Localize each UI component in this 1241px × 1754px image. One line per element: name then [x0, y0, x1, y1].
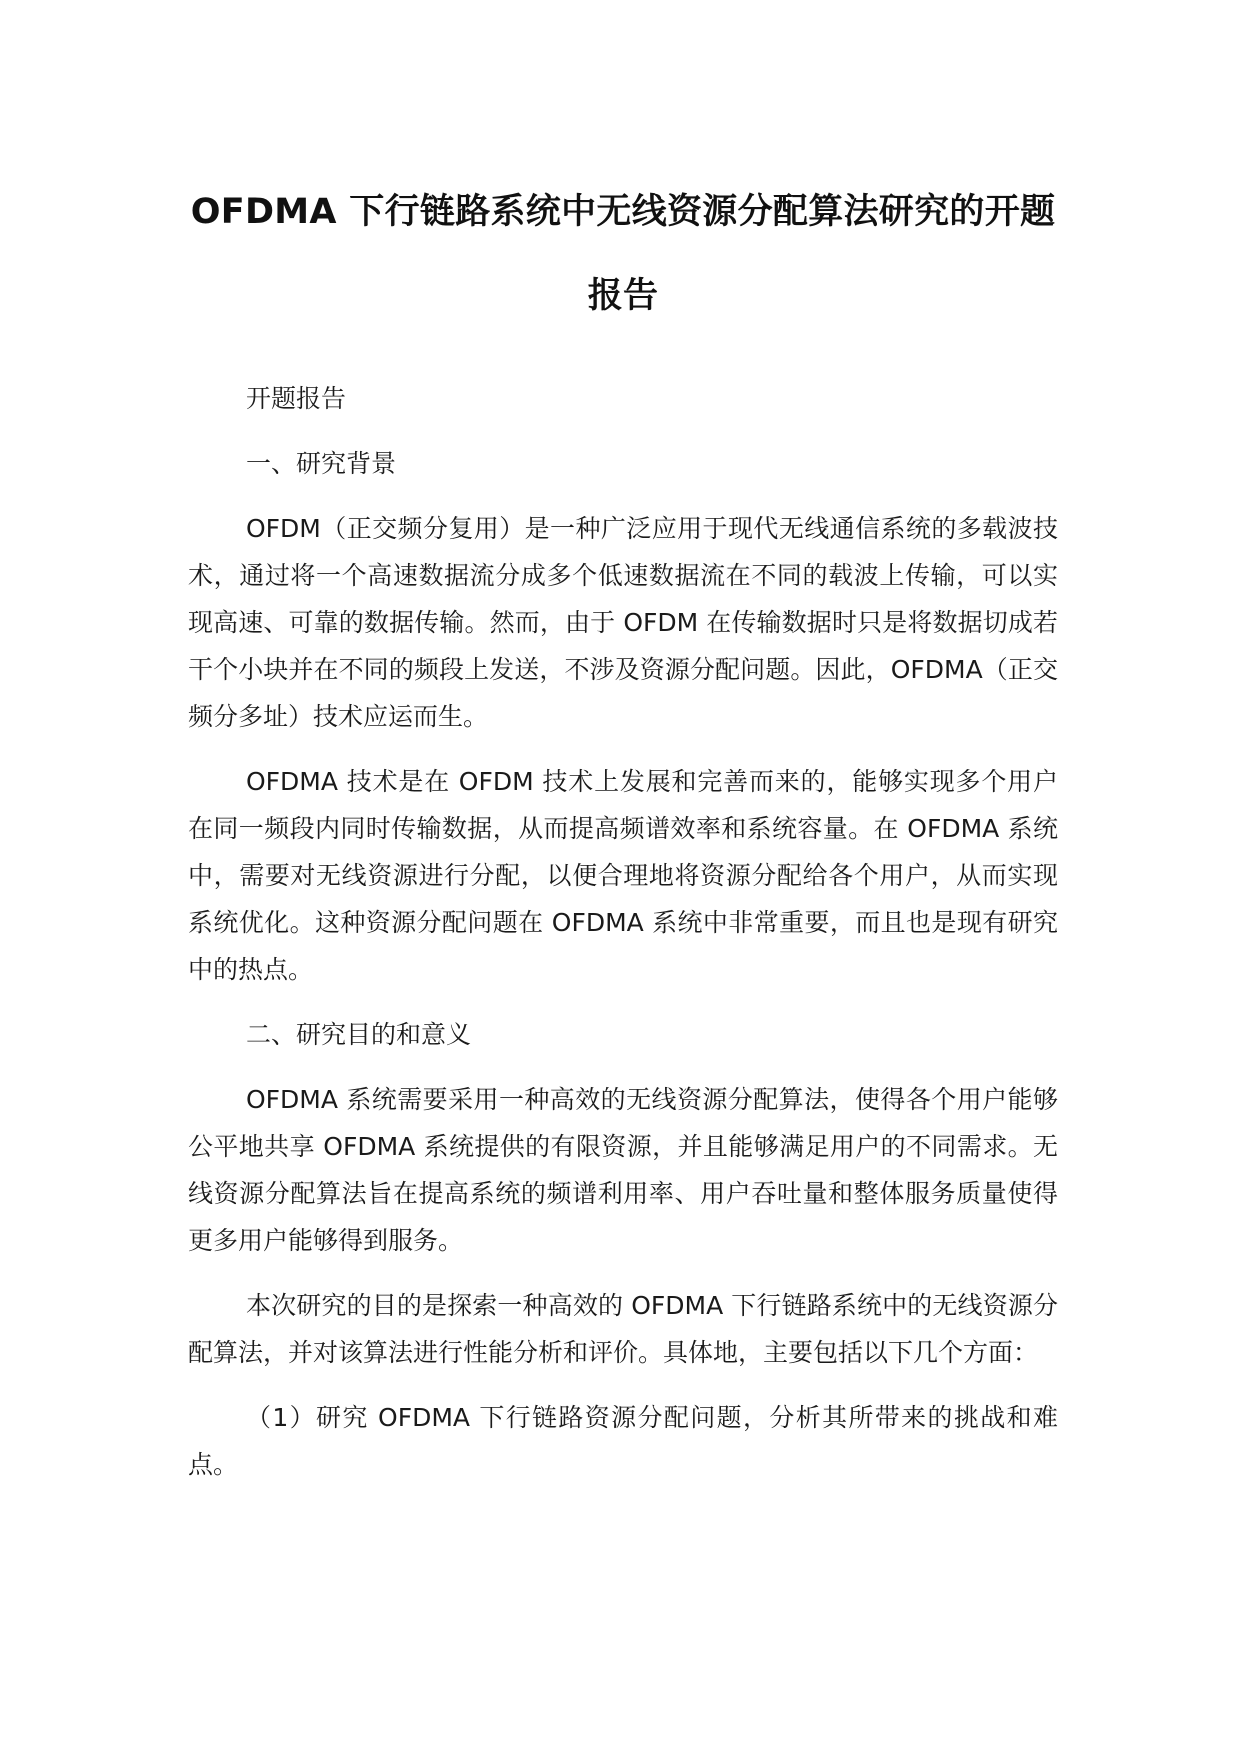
paragraph-ofdm-intro: OFDM（正交频分复用）是一种广泛应用于现代无线通信系统的多载波技术，通过将一个高速数据流分成多个低速数据流在不同的载波上传输，可以实现高速、可靠的数据传输。然而，由于 OFDM 在传输数据时只是将数据切成若干个小块并在不同的频段上发送，不涉及资源分配问题。因此，OFDMA（正交频分多址）技术应运而生。 — [188, 514, 1058, 731]
section-heading-purpose: 二、研究目的和意义 — [246, 1020, 472, 1049]
heading-kaiti-baogao: 开题报告 — [246, 384, 347, 413]
paragraph-allocation-need: OFDMA 系统需要采用一种高效的无线资源分配算法，使得各个用户能够公平地共享 OFDMA 系统提供的有限资源，并且能够满足用户的不同需求。无线资源分配算法旨在提高系统的频谱利用率、用户吞吐量和整体服务质量使得更多用户能够得到服务。 — [188, 1085, 1058, 1255]
document-body — [188, 375, 1058, 1506]
section-heading-background: 一、研究背景 — [246, 449, 397, 478]
document-title: OFDMA 下行链路系统中无线资源分配算法研究的开题报告 — [190, 192, 1056, 316]
list-item-1: （1）研究 OFDMA 下行链路资源分配问题，分析其所带来的挑战和难点。 — [188, 1403, 1058, 1479]
paragraph-ofdma-tech: OFDMA 技术是在 OFDM 技术上发展和完善而来的，能够实现多个用户在同一频段内同时传输数据，从而提高频谱效率和系统容量。在 OFDMA 系统中，需要对无线资源进行分配，以便合理地将资源分配给各个用户，从而实现系统优化。这种资源分配问题在 OFDMA 系统中非常重要，而且也是现有研究中的热点。 — [188, 767, 1058, 984]
paragraph-research-goal: 本次研究的目的是探索一种高效的 OFDMA 下行链路系统中的无线资源分配算法，并对该算法进行性能分析和评价。具体地，主要包括以下几个方面： — [188, 1291, 1058, 1367]
